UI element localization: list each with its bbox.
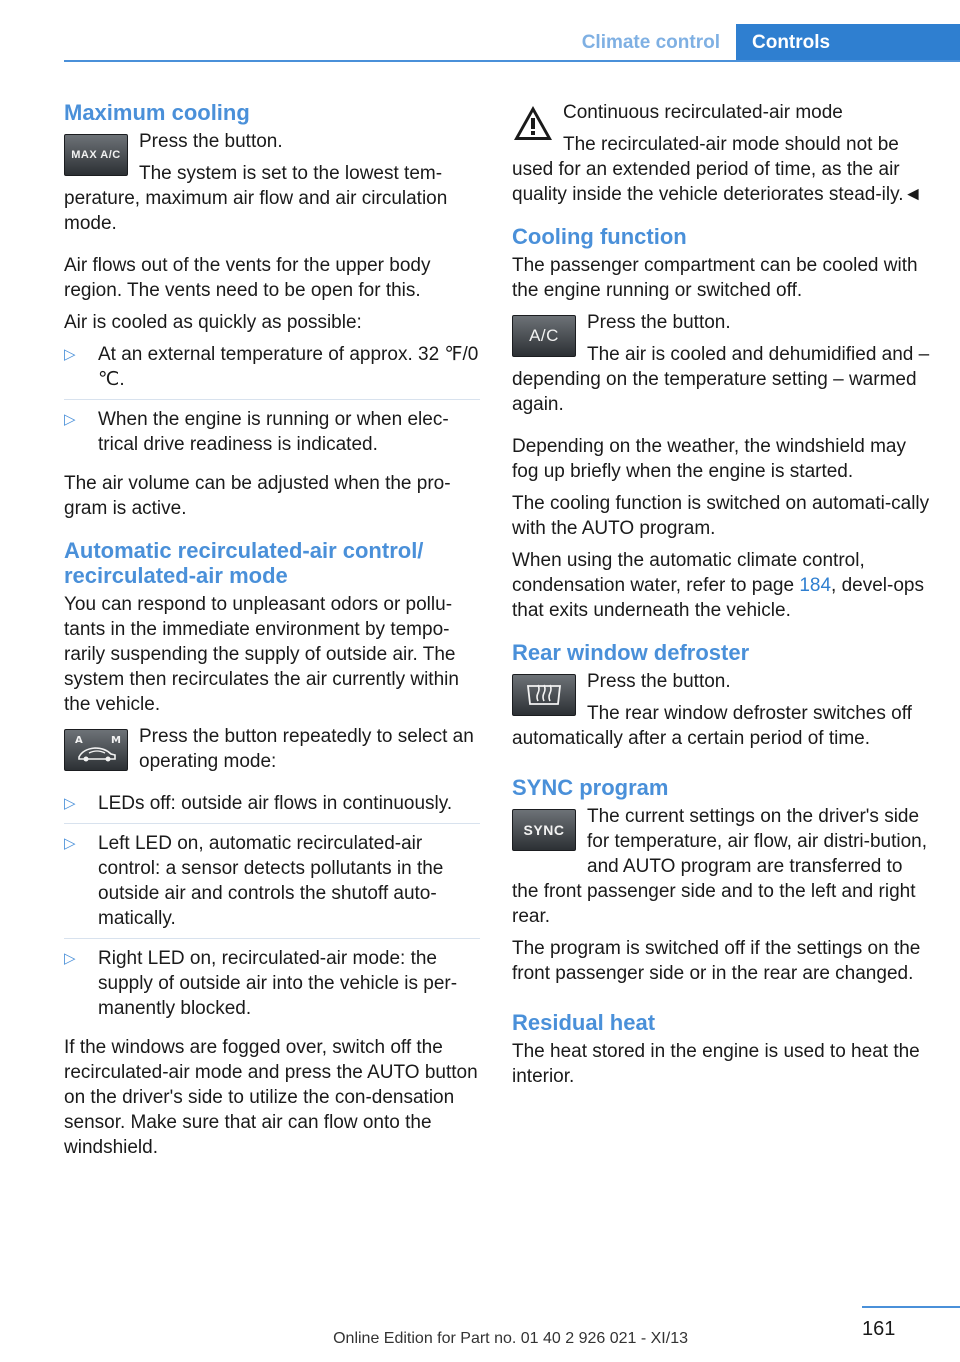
warning-icon (512, 104, 554, 142)
sync-button-block (512, 804, 930, 936)
list-item: ▷ At an external temperature of approx. 32 ℉/0 ℃. (64, 344, 479, 390)
left-column (64, 100, 480, 1167)
ac-description: The air is cooled and dehumidified and – depending on the temperature setting – warmed again. (512, 344, 930, 415)
defroster-button-block (512, 669, 930, 758)
recirc-button-block (64, 724, 480, 781)
rear-defroster-button-icon (512, 674, 576, 716)
max-cooling-volume-text: The air volume can be adjusted when the pro‐gram is active. (64, 473, 451, 519)
recirc-intro-text: You can respond to unpleasant odors or pollu‐tants in the immediate environment by tempo‐rarily suspending the supply of outside air. The system then recirculates the air currently within the vehicle. (64, 594, 459, 715)
residual-heat-text: The heat stored in the engine is used to heat the interior. (512, 1041, 920, 1087)
recirc-fogged-text: If the windows are fogged over, switch off the recirculated-air mode and press the AUTO button on the driver's side to utilize the con‐densation sensor. Make sure that air can flow onto the windshield. (64, 1037, 478, 1158)
sync-button-icon: SYNC (512, 809, 576, 851)
sync-switch-off-text: The program is switched off if the settings on the front passenger side or in the rear are changed. (512, 938, 921, 984)
bullet-triangle-icon: ▷ (64, 795, 76, 812)
header-section-title: Climate control (581, 32, 720, 53)
warning-block (512, 100, 930, 214)
cooling-intro-text: The passenger compartment can be cooled with the engine running or switched off. (512, 255, 918, 301)
sync-description: The current settings on the driver's side for temperature, air flow, air distri‐bution, and AUTO program are transferred to the front passenger side and to the left and right rear. (512, 806, 928, 927)
recirculation-button-icon (64, 729, 128, 771)
bullet-triangle-icon: ▷ (64, 950, 76, 967)
list-item: ▷ LEDs off: outside air flows in continuously. (64, 793, 453, 814)
warning-title: Continuous recirculated-air mode (563, 102, 843, 123)
heading-sync-program: SYNC program (512, 775, 669, 800)
list-item: ▷ Right LED on, recirculated-air mode: the supply of outside air into the vehicle is per‐manently blocked. (64, 938, 480, 1028)
bullet-triangle-icon: ▷ (64, 346, 76, 363)
svg-text:M: M (111, 735, 122, 746)
header-rule (64, 60, 960, 62)
cooling-auto-text: The cooling function is switched on automati‐cally with the AUTO program. (512, 493, 930, 539)
recirc-modes-list (64, 791, 480, 1028)
defroster-press-text: Press the button. (587, 671, 731, 692)
page-number: 161 (862, 1318, 896, 1340)
ac-button-block (512, 310, 930, 424)
ac-button-icon: A/C (512, 315, 576, 357)
heading-rear-window-defroster: Rear window defroster (512, 640, 750, 665)
heading-cooling-function: Cooling function (512, 224, 687, 249)
max-cooling-conditions-list (64, 342, 480, 464)
ac-press-text: Press the button. (587, 312, 731, 333)
page-reference-link[interactable]: 184 (799, 575, 832, 596)
recirc-press-text: Press the button repeatedly to select an operating mode: (139, 726, 474, 772)
defroster-description: The rear window defroster switches off automatically after a certain period of time. (512, 703, 912, 749)
max-ac-description: The system is set to the lowest tem‐perature, maximum air flow and air circulation mode. (64, 163, 448, 234)
max-ac-block (64, 129, 480, 243)
max-ac-press-text: Press the button. (139, 131, 283, 152)
svg-text:A: A (75, 735, 84, 746)
max-cooling-vents-text: Air flows out of the vents for the upper body region. The vents need to be open for this. (64, 255, 431, 301)
cooling-weather-text: Depending on the weather, the windshield may fog up briefly when the engine is started. (512, 436, 906, 482)
list-item: ▷ When the engine is running or when elec‐trical drive readiness is indicated. (64, 399, 480, 464)
max-cooling-conditions-intro: Air is cooled as quickly as possible: (64, 312, 362, 333)
heading-residual-heat: Residual heat (512, 1010, 656, 1035)
bullet-triangle-icon: ▷ (64, 835, 76, 852)
heading-recirculated-air: Automatic recirculated-air control/ recirculated-air mode (64, 538, 424, 588)
cooling-condensation-text: When using the automatic climate control, condensation water, refer to page 184, devel‐ops that exits underneath the vehicle. (512, 550, 924, 621)
list-item: ▷ Left LED on, automatic recirculated-air control: a sensor detects pollutants in the outside air and controls the shutoff auto‐matically. (64, 823, 480, 938)
footer-rule (862, 1306, 960, 1308)
right-column (512, 100, 930, 1096)
max-ac-button-icon: MAX A/C (64, 134, 128, 176)
heading-maximum-cooling: Maximum cooling (64, 100, 250, 125)
page-header (0, 24, 960, 62)
edition-text: Online Edition for Part no. 01 40 2 926 021 - XI/13 (333, 1330, 688, 1347)
warning-text: The recirculated-air mode should not be used for an extended period of time, as the air quality inside the vehicle deteriorates stead‐ily.◄ (512, 134, 923, 205)
bullet-triangle-icon: ▷ (64, 411, 76, 428)
header-chapter-tab: Controls (736, 24, 960, 62)
